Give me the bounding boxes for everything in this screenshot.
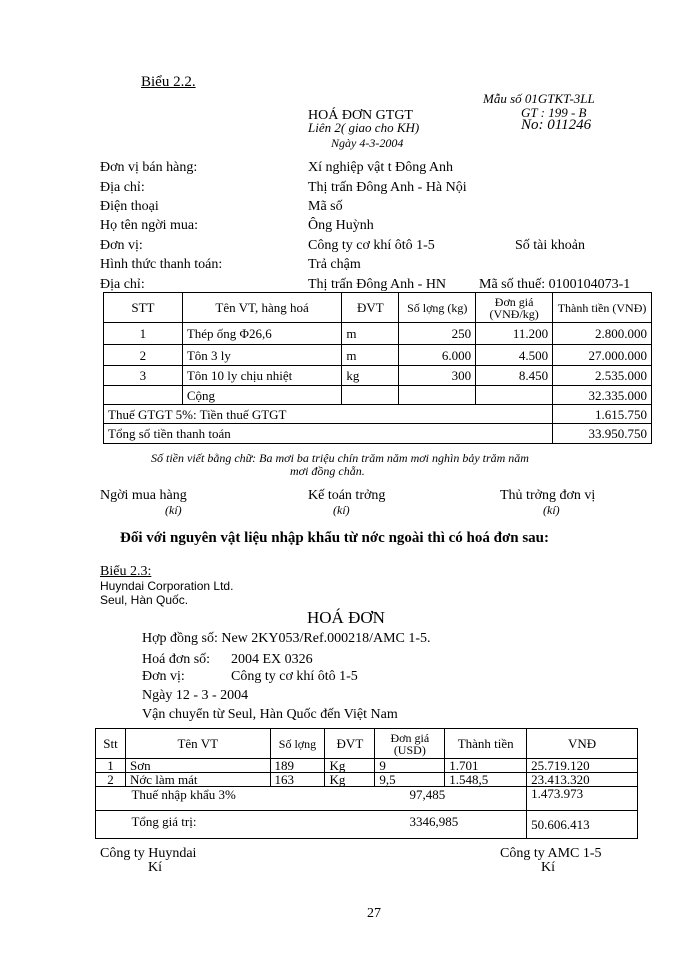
sign-buyer: Ngời mua hàng: [100, 488, 187, 503]
invoice-table: [103, 292, 652, 444]
col-header: Đơn giá (VNĐ/kg): [476, 293, 553, 323]
total-usd: 3346,985: [409, 813, 459, 829]
cell: 1: [96, 759, 126, 773]
unit-label: Đơn vị:: [142, 669, 185, 684]
subtotal-value: 32.335.000: [553, 386, 652, 405]
field-label: Đơn vị:: [100, 238, 143, 253]
col-header: ĐVT: [325, 729, 375, 759]
cell: 23.413.320: [527, 773, 638, 787]
cell: m: [342, 345, 399, 366]
gt-code: GT : 199 - B: [521, 105, 587, 120]
field-value: Mã số: [308, 199, 343, 214]
table-row: [96, 759, 638, 773]
account-label: Số tài khoản: [515, 238, 585, 253]
field-label: Điện thoại: [100, 199, 159, 214]
cell: 9,5: [375, 773, 445, 787]
col-header: Đơn giá (USD): [375, 729, 445, 759]
vat-value: 1.615.750: [553, 405, 652, 424]
sign-accountant: Kế toán trởng: [308, 488, 386, 503]
cell: 189: [270, 759, 325, 773]
tax-code: Mã số thuế: 0100104073-1: [479, 277, 631, 292]
field-label: Địa chỉ:: [100, 277, 145, 292]
cell: 1.701: [445, 759, 527, 773]
sign-left: Công ty Huyndai: [100, 846, 197, 861]
table-row: [104, 323, 652, 345]
cell: 2.800.000: [553, 323, 652, 345]
cell: Tôn 10 ly chịu nhiệt: [182, 366, 342, 386]
field-value: Thị trấn Đông Anh - Hà Nội: [308, 180, 467, 195]
contract-number: Hợp đồng số: New 2KY053/Ref.000218/AMC 1-5.: [142, 631, 431, 646]
col-header: STT: [104, 293, 183, 323]
invoice-copy: Liên 2( giao cho KH): [308, 120, 420, 135]
cell: 4.500: [476, 345, 553, 366]
invoice2-title: HOÁ ĐƠN: [307, 608, 385, 627]
col-header: Tên VT, hàng hoá: [182, 293, 342, 323]
invoice-no: 2004 EX 0326: [231, 652, 313, 667]
company-location: Seul, Hàn Quốc.: [100, 593, 189, 607]
sign-note: Kí: [148, 860, 162, 875]
cell: Nớc làm mát: [125, 773, 270, 787]
form-code: Mẫu số 01GTKT-3LL: [483, 91, 595, 106]
cell: kg: [342, 366, 399, 386]
cell: 1: [104, 323, 183, 345]
invoice-no-label: Hoá đơn số:: [142, 652, 211, 667]
import-tax-vnd: 1.473.973: [527, 787, 638, 811]
table-row: [96, 773, 638, 787]
sign-note: Kí: [541, 860, 555, 875]
shipping-route: Vận chuyển từ Seul, Hàn Quốc đến Việt Nam: [142, 707, 398, 722]
import-tax-row: [96, 787, 638, 811]
col-header: VNĐ: [527, 729, 638, 759]
import-invoice-table: [95, 728, 638, 839]
col-header: Stt: [96, 729, 126, 759]
cell: 25.719.120: [527, 759, 638, 773]
table-row: [104, 345, 652, 366]
cell: 27.000.000: [553, 345, 652, 366]
cell: 163: [270, 773, 325, 787]
field-label: Hình thức thanh toán:: [100, 257, 223, 272]
cell: 1.548,5: [445, 773, 527, 787]
import-tax-usd: 97,485: [409, 787, 446, 802]
cell: 3: [104, 366, 183, 386]
sign-note: (kí): [165, 503, 182, 517]
cell: 2: [104, 345, 183, 366]
vat-label: Thuế GTGT 5%: Tiền thuế GTGT: [104, 405, 553, 424]
cell: Kg: [325, 773, 375, 787]
amount-in-words-cont: mơi đồng chẵn.: [290, 464, 365, 478]
field-label: Đơn vị bán hàng:: [100, 160, 198, 175]
cell: 300: [399, 366, 476, 386]
field-value: Ông Huỳnh: [308, 218, 374, 233]
invoice-number: No: 011246: [521, 117, 592, 133]
subtotal-label: Cộng: [182, 386, 342, 405]
cell: Thép ống Φ26,6: [182, 323, 342, 345]
page-number: 27: [367, 906, 381, 921]
field-value: Công ty cơ khí ôtô 1-5: [308, 238, 435, 253]
cell: 6.000: [399, 345, 476, 366]
subtotal-row: [104, 386, 652, 405]
cell: 11.200: [476, 323, 553, 345]
sign-head: Thủ trởng đơn vị: [500, 488, 596, 503]
sign-note: (kí): [543, 503, 560, 517]
col-header: Thành tiền (VNĐ): [553, 293, 652, 323]
col-header: ĐVT: [342, 293, 399, 323]
form-label-2-3: Biểu 2.3:: [100, 564, 152, 579]
invoice2-date: Ngày 12 - 3 - 2004: [142, 688, 249, 703]
cell: 9: [375, 759, 445, 773]
total-row: [104, 424, 652, 444]
total-label: Tổng số tiền thanh toán: [104, 424, 553, 444]
total-vnd: 50.606.413: [527, 811, 638, 839]
amount-in-words: Số tiền viết bằng chữ: Ba mơi ba triệu chín trăm năm mơi nghìn bảy trăm năm: [151, 451, 529, 465]
section-heading: Đối với nguyên vật liệu nhập khẩu từ nớc ngoài thì có hoá đơn sau:: [120, 530, 550, 546]
cell: 2: [96, 773, 126, 787]
total-value: 33.950.750: [553, 424, 652, 444]
field-label: Địa chỉ:: [100, 180, 145, 195]
col-header: Số lợng: [270, 729, 325, 759]
unit-value: Công ty cơ khí ôtô 1-5: [231, 669, 358, 684]
total-row: [96, 811, 638, 839]
cell: Kg: [325, 759, 375, 773]
invoice-title: HOÁ ĐƠN GTGT: [308, 108, 413, 123]
col-header: Số lợng (kg): [399, 293, 476, 323]
cell: 250: [399, 323, 476, 345]
field-value: Thị trấn Đông Anh - HN: [308, 277, 447, 292]
table-row: [104, 366, 652, 386]
field-label: Họ tên ngời mua:: [100, 218, 198, 233]
cell: m: [342, 323, 399, 345]
total-label: Tổng giá trị:: [131, 813, 197, 829]
col-header: Tên VT: [125, 729, 270, 759]
sign-note: (kí): [333, 503, 350, 517]
form-label-2-2: Biểu 2.2.: [141, 74, 196, 90]
sign-right: Công ty AMC 1-5: [500, 846, 602, 861]
cell: Tôn 3 ly: [182, 345, 342, 366]
cell: Sơn: [125, 759, 270, 773]
invoice-date: Ngày 4-3-2004: [331, 136, 404, 150]
col-header: Thành tiền: [445, 729, 527, 759]
vat-row: [104, 405, 652, 424]
field-value: Trả chậm: [308, 257, 361, 272]
cell: 8.450: [476, 366, 553, 386]
import-tax-label: Thuế nhập khẩu 3%: [131, 787, 236, 802]
field-value: Xí nghiệp vật t Đông Anh: [308, 160, 454, 175]
company-name: Huyndai Corporation Ltd.: [100, 579, 234, 593]
cell: 2.535.000: [553, 366, 652, 386]
